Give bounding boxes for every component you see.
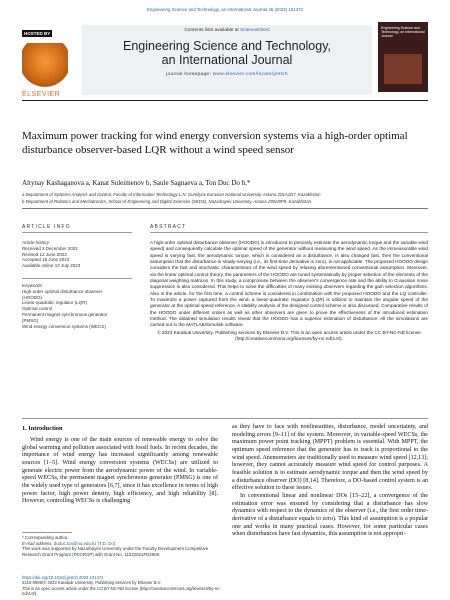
affiliation-divider	[22, 208, 428, 209]
abstract-divider	[150, 232, 428, 233]
issn-line: 2215-0986/© 2023 Karabuk University. Publishing services by Elsevier B.V.	[22, 580, 162, 586]
intro-paragraph: as they have to face with nonlinearities, disturbance, model uncertainty, and modeling errors [9–11] of the system. Moreover, in variable-speed WECSs, the maximum power point tracking (MPPT) problem is essential. With MPPT, the optimum speed reference that the generator has to track is proportional to the wind speed. Anemometers are traditionally used to measure wind speed [12,13]; however, they cannot accurately measure wind speed for control purposes. A feasible solution is to estimate aerodynamic torque and then the wind speed by a disturbance observer (DO) [8,14]. Therefore, a DO-based control system is an effective solution to these issues.	[232, 424, 428, 492]
contents-line: Contents lists available at ScienceDirect	[184, 28, 270, 33]
keyword-item: Linear-quadratic regulator (LQR)	[22, 300, 88, 306]
history-online: Available online 13 July 2023	[22, 263, 81, 269]
keyword-item: Permanent magnet synchronous generator (PMSG)	[22, 311, 108, 323]
affiliation-a: a Department of Systems Analysis and Control, Faculty of Information Technology L.N. Gumilyov Eurasian National University, Astana Z01A1D7, Kazakhstan	[22, 192, 321, 197]
keywords: Keywords: High-order optimal disturbance observer (HOODO) Linear-quadratic regulator (LQR) Optimal control Permanent magnet synchronous generator (PMSG) Wind energy conversion systems (WECS)	[22, 283, 122, 329]
journal-reference[interactable]: Engineering Science and Technology, an International Journal 45 (2023) 101472	[146, 7, 304, 12]
article-history: Article history: Received 2 December 2022 Revised 12 June 2023 Accepted 18 June 2023 Available online 13 July 2023	[22, 240, 122, 269]
journal-banner	[82, 25, 372, 95]
keyword-item: High-order optimal disturbance observer (HOODO)	[22, 288, 103, 300]
history-accepted: Accepted 18 June 2023	[22, 257, 70, 263]
keyword-item: Wind energy conversion systems (WECS)	[22, 323, 106, 329]
cover-title: Engineering Science and Technology, an International Journal	[381, 26, 425, 38]
tree-logo-icon	[22, 43, 68, 89]
keyword-item: Optimal control	[22, 306, 53, 312]
elsevier-logo	[22, 22, 74, 98]
footnotes: * Corresponding author. E-mail address: doduc.ton@nu.edu.kz (T.D. Do). This work was supported by Nazarbayev University under the Faculty Development Competitive Research Grant Program (FDCRGP) with Grant No. 11022021FD2906.	[22, 535, 209, 557]
header-divider	[22, 100, 428, 101]
doi-link[interactable]: https://doi.org/10.1016/j.jestch.2023.101472	[22, 575, 104, 580]
intro-right-column	[232, 424, 428, 539]
affiliation-b: b Department of Robotics and Mechatronics, School of Engineering and Digital Sciences (SEDS), Nazarbayev University, Astana Z05H0P9, Kazakhstan	[22, 199, 311, 204]
email-link[interactable]: doduc.ton@nu.edu.kz (T.D. Do).	[53, 540, 117, 546]
journal-header	[22, 22, 428, 98]
copyright-line: © 2023 Karabuk University. Publishing services by Elsevier B.V. This is an open access article under the CC BY-NC-ND license (http://creativecommons.org/licenses/by-nc-nd/4.0/).	[157, 329, 421, 342]
history-revised: Revised 12 June 2023	[22, 251, 67, 257]
journal-title: Engineering Science and Technology, an International Journal	[122, 39, 332, 67]
article-title: Maximum power tracking for wind energy conversion systems via a high-order optimal disturbance observer-based LQR without a wind speed sensor	[22, 130, 408, 156]
journal-homepage: journal homepage: www.elsevier.com/locate/jestch	[166, 72, 288, 77]
abstract-text: A high-order optimal disturbance observer (HOODO) is introduced to precisely estimate the aerodynamic torque and the variable wind speed) and consequently calculate the optimal speed of the generator without measuring the wind speed. As the immeasurable wind speed is varying fast, the aerodynamic torque, which is considered as a disturbance, is also changed fast, then the conventional assumption that the disturbance is slowly-varying (i.e., its first-time derivative is zero), is not applicable. The proposed HOODO design considers the fast and stochastic characteristics of the wind speed by relaxing aforementioned conventional assumption. Moreover, via the linear optimal control theory, the parameters of the HOODO are tuned systematically by proper selection of the elements of the diagonal weighting matrices. In this study, a compromise between the observer's convergence rate and the ability to G.aussian noise suppression is also considered. This helps to solve the difficulties of many existing observers regarding the gain selection algorithms. Also in the article, for the first time, a control scheme is considered in combination with the proposed HOODO and the LQ controller. To maximize a power captured from the wind, a linear-quadratic regulator (LQR) is utilized to maintain the angular speed of the generator at the optimal speed reference. A stability analysis of the designed control scheme is also discussed. Comparative results of the HOODO under different orders as well as other observers are given to prove the effectiveness of the introduced estimation method. The obtained simulation results reveal that the HOODO has a superior estimation of disturbance. All the simulations are carried out in the MATLAB/Simulink software. © 2023 Karabuk University. Publishing services by Elsevier B.V. This is an open access article under the CC BY-NC-ND license (http://creativecommons.org/licenses/by-nc-nd/4.0/).	[150, 240, 428, 342]
intro-paragraph: In conventional linear and nonlinear DOs [15–22], a convergence of the estimation error was ensured by considering that a disturbance has slow dynamics with respect to the dynamics of the observer (i.e., the first order time-derivative of a disturbance equals to zero). This kind of assumption is a popular one and works in many practical cases. However, for some particular cases when disturbances have fast dynamics, this assumption is not appropri-	[232, 492, 428, 538]
abstract-heading: ABSTRACT	[150, 224, 187, 230]
intro-paragraph: Wind energy is one of the main sources of renewable energy to solve the global warming and pollution associated with fossil fuels. In recent decades, the importance of wind energy has increased significantly among renewable sources [1–5]. Wind energy conversion systems (WECSs) are utilized to generate electric power from the aerodynamic power of the wind. In variable-speed WECSs, the permanent magnet synchronous generator (PMSG) is one of the widely used type of generators [6,7], since it has excellence in terms of high power factor, high power density, high efficiency, and high reliability [8]. However, controlling WECSs is challenging	[22, 437, 218, 505]
cover-picture	[384, 54, 422, 84]
info-divider	[22, 232, 132, 233]
article-info-heading: ARTICLE INFO	[22, 224, 71, 230]
publisher-name: ELSEVIER	[22, 91, 61, 98]
body-divider	[22, 418, 428, 419]
journal-cover-image	[378, 22, 428, 92]
author-list[interactable]: Altynay Kashaganova a, Kanat Suleimenov b, Saule Sagnaeva a, Ton Duc Do b,*	[22, 179, 251, 187]
license-line[interactable]: This is an open access article under the CC BY-NC-ND license (http://creativecommons.org/licenses/by-nc-nd/4.0/).	[22, 585, 221, 596]
history-received: Received 2 December 2022	[22, 245, 78, 251]
sciencedirect-link[interactable]: ScienceDirect	[240, 28, 270, 33]
keywords-divider	[22, 278, 132, 279]
hosted-by-label: HOSTED BY	[24, 31, 51, 36]
footnote-divider	[22, 532, 72, 533]
introduction-heading: 1. Introduction	[22, 425, 63, 432]
bottom-matter	[22, 575, 222, 596]
intro-left-column	[22, 437, 218, 506]
homepage-link[interactable]: www.elsevier.com/locate/jestch	[212, 72, 288, 77]
